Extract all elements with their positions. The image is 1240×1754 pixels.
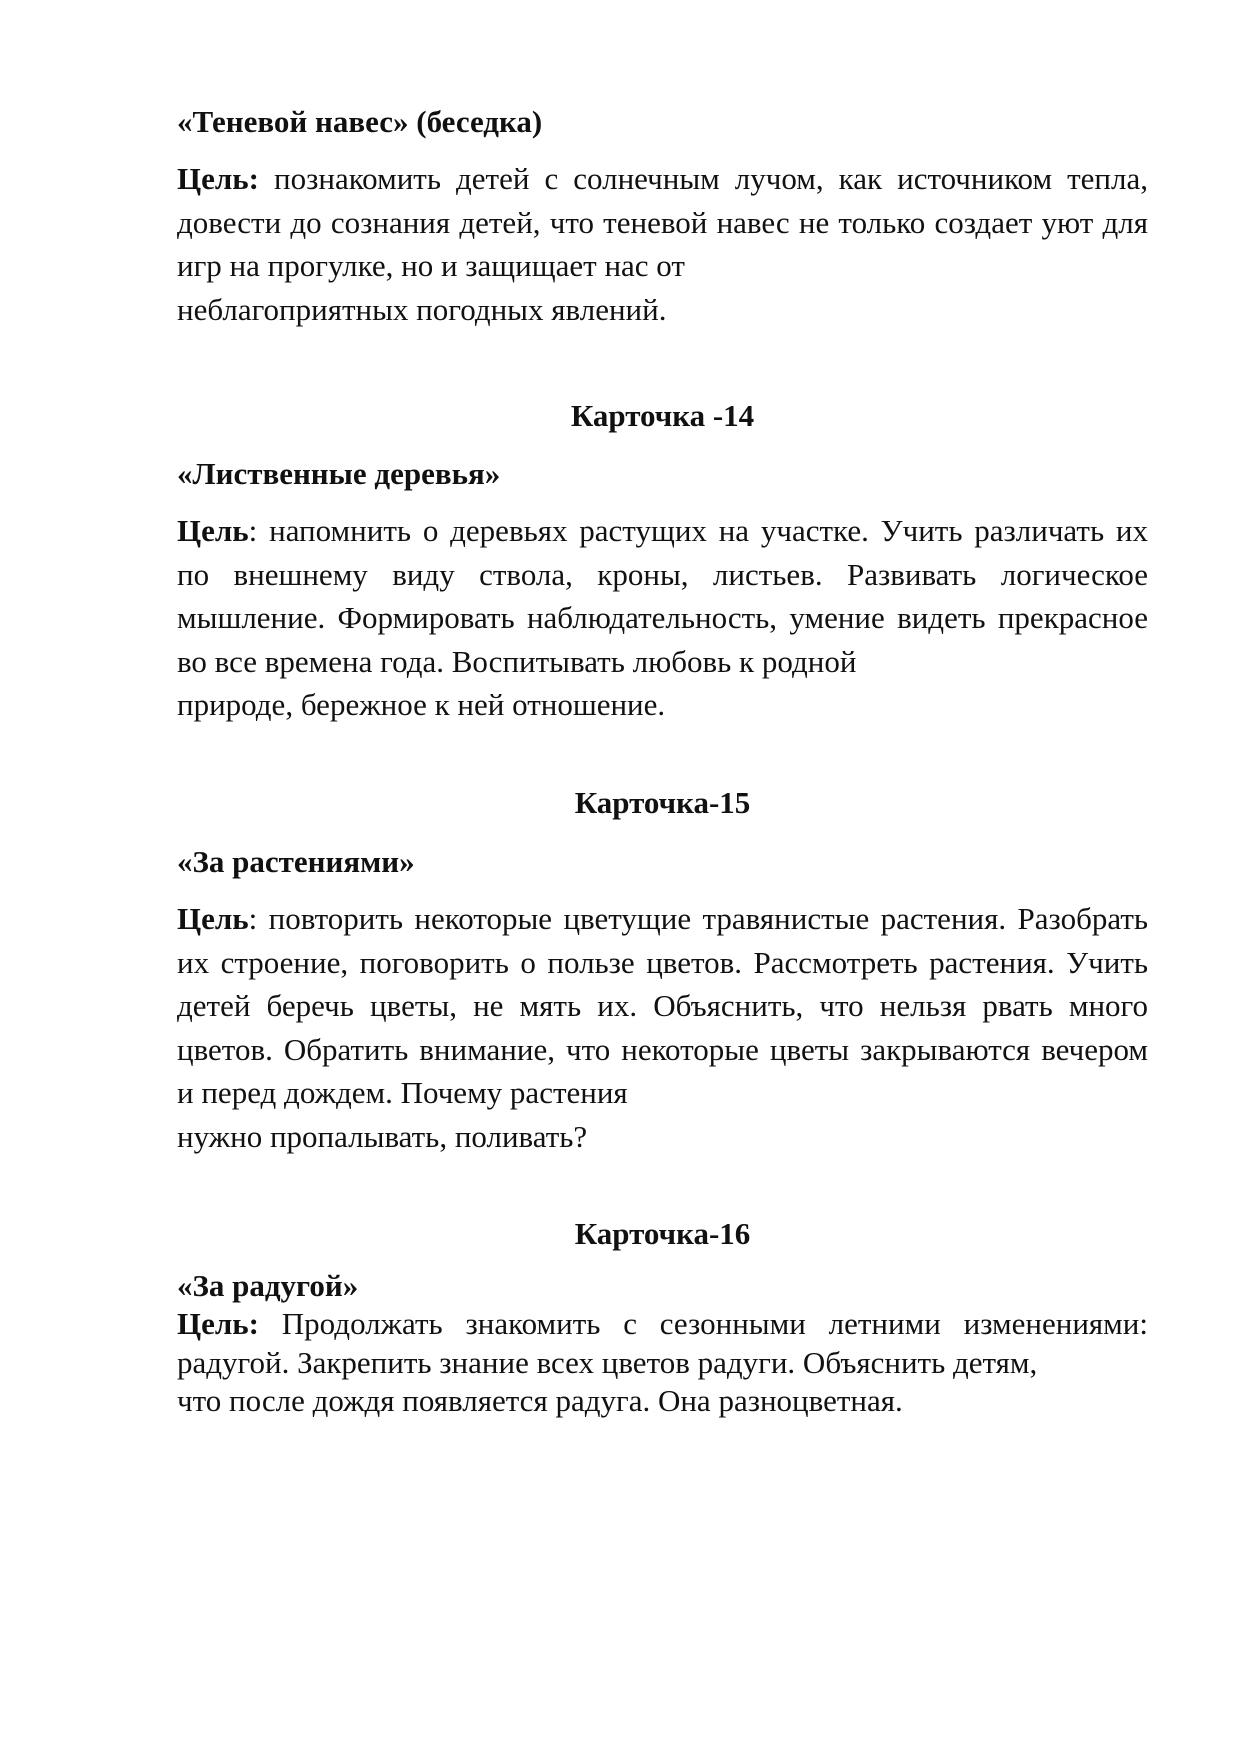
goal-text-line: растения. Учить детей беречь цветы, не мять их. Объяснить, что	[177, 944, 1148, 1024]
goal-text-line: неблагоприятных погодных явлений.	[177, 291, 667, 327]
goal-text-line: мышление. Формировать наблюдательность, умение видеть	[177, 600, 986, 636]
goal-paragraph	[177, 509, 1148, 727]
goal-text-line: : напомнить о деревьях растущих на участке. Учить различать	[248, 513, 1105, 548]
goal-text-line: : повторить некоторые цветущие травянистые растения.	[248, 901, 1007, 936]
goal-text-line: создает уют для игр на прогулке, но и защищает нас от	[177, 204, 1148, 284]
card-heading: Карточка-16	[574, 1216, 751, 1251]
goal-label: Цель:	[177, 1306, 259, 1341]
goal-text-line: цветы закрываются вечером и перед дождем. Почему растения	[177, 1031, 1149, 1111]
goal-label: Цель	[177, 513, 249, 548]
goal-paragraph	[177, 1305, 1148, 1421]
section-title: «За радугой»	[177, 1268, 359, 1303]
goal-paragraph	[177, 897, 1148, 1159]
goal-paragraph	[177, 157, 1148, 331]
goal-label: Цель:	[177, 161, 259, 196]
section-title: «За растениями»	[177, 844, 415, 879]
goal-text-line: Разобрать их строение, поговорить о пользе цветов. Рассмотреть	[177, 901, 1149, 980]
goal-text-line: прекрасное во все времена года. Воспитывать любовь к родной	[177, 600, 1148, 679]
goal-text-line: Продолжать знакомить с сезонными летними изменениями:	[281, 1306, 1148, 1341]
card-heading: Карточка -14	[570, 398, 755, 433]
goal-text-line: их по внешнему виду ствола, кроны, листьев. Развивать логическое	[177, 513, 1149, 592]
goal-text-line: природе, бережное к ней отношение.	[177, 687, 666, 723]
goal-text-line: радугой. Закрепить знание всех цветов радуги. Объяснить детям,	[177, 1344, 1038, 1380]
section-title: «Теневой навес» (беседка)	[177, 104, 543, 139]
goal-text-line: познакомить детей с солнечным лучом, как источником	[274, 161, 1053, 196]
goal-text-line: нельзя рвать много цветов. Обратить внимание, что некоторые	[177, 988, 1149, 1067]
goal-label: Цель	[177, 901, 249, 936]
goal-text-line: что после дождя появляется радуга. Она разноцветная.	[177, 1383, 903, 1419]
goal-text-line: нужно пропалывать, поливать?	[177, 1118, 588, 1154]
document-page	[177, 0, 1148, 1754]
section-title: «Лиственные деревья»	[177, 456, 501, 491]
goal-text-line: тепла, довести до сознания детей, что теневой навес не только	[177, 161, 1149, 240]
card-heading: Карточка-15	[574, 785, 751, 820]
